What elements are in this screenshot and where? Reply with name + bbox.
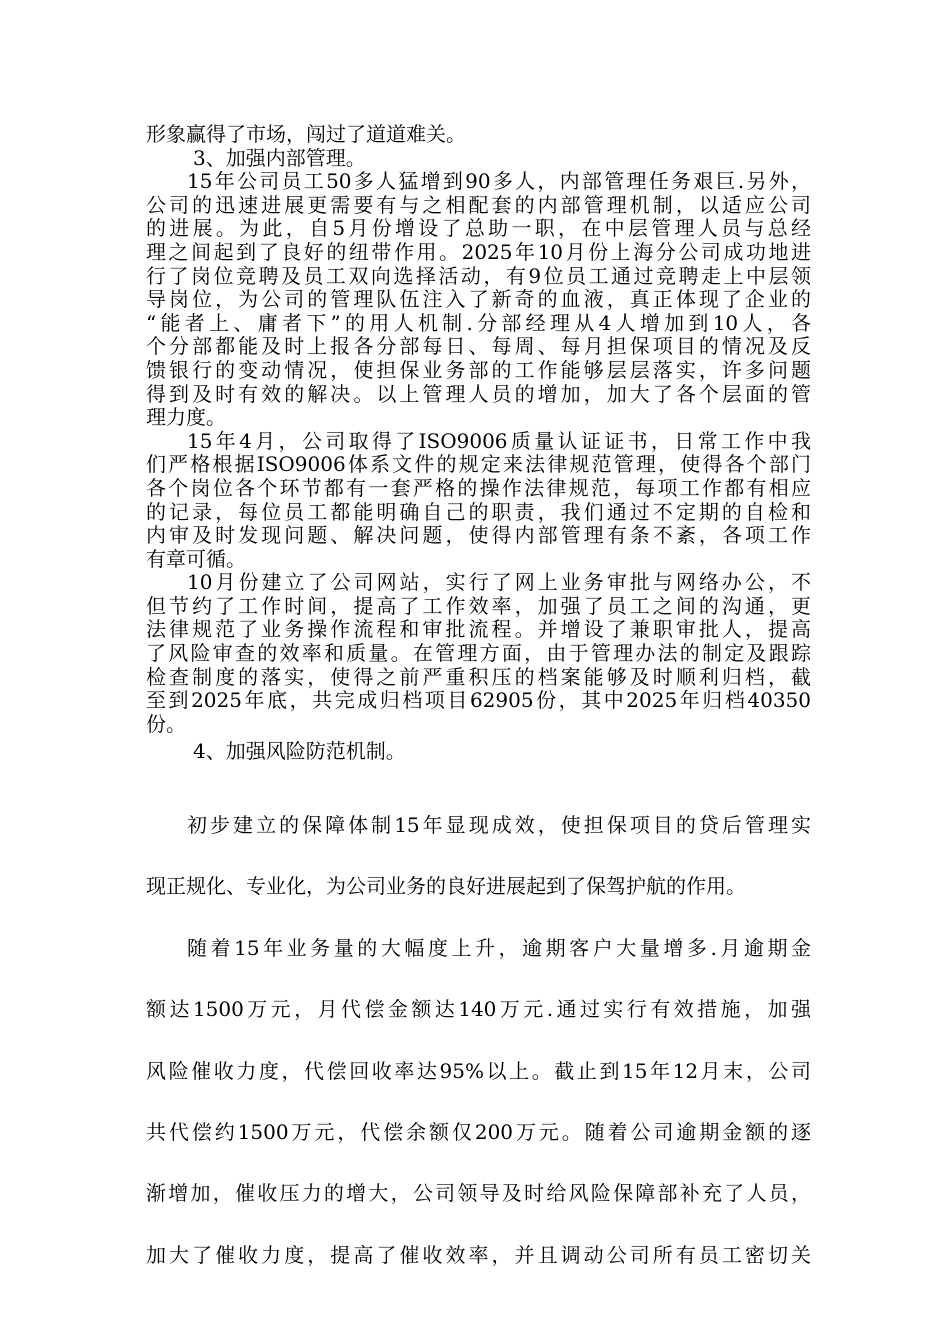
text-line: 额达1500万元，月代偿金额达140万元.通过实行有效措施，加强: [146, 997, 811, 1022]
text-line: 共代偿约1500万元，代偿余额仅200万元。随着公司逾期金额的逐: [146, 1119, 811, 1144]
section-heading: 3、加强内部管理。: [193, 145, 366, 170]
text-line: 理之间起到了良好的纽带作用。2025年10月份上海分公司成功地进: [146, 239, 811, 264]
text-line: 馈银行的变动情况，使担保业务部的工作能够层层落实，许多问题: [146, 357, 811, 382]
text-line: 公司的迅速进展更需要有与之相配套的内部管理机制，以适应公司: [146, 192, 811, 217]
text-line: 有章可循。: [146, 546, 246, 571]
text-line: 的记录，每位员工都能明确自己的职责，我们通过不定期的自检和: [146, 499, 811, 524]
text-line: 行了岗位竞聘及员工双向选择活动，有9位员工通过竞聘走上中层领: [146, 263, 811, 288]
section-heading: 4、加强风险防范机制。: [193, 739, 406, 764]
text-line: 15年4月，公司取得了ISO9006质量认证证书，日常工作中我: [187, 428, 811, 453]
text-line: 10月份建立了公司网站，实行了网上业务审批与网络办公，不: [187, 570, 811, 595]
text-line: 导岗位，为公司的管理队伍注入了新奇的血液，真正体现了企业的: [146, 287, 811, 312]
text-line: 理力度。: [146, 405, 226, 430]
text-line: “能者上、庸者下”的用人机制.分部经理从4人增加到10人，各: [146, 310, 811, 335]
text-line: 得到及时有效的解决。以上管理人员的增加，加大了各个层面的管: [146, 381, 811, 406]
text-line: 各个岗位各个环节都有一套严格的操作法律规范，每项工作都有相应: [146, 475, 811, 500]
text-line: 随着15年业务量的大幅度上升，逾期客户大量增多.月逾期金: [187, 935, 811, 960]
text-line: 渐增加，催收压力的增大，公司领导及时给风险保障部补充了人员，: [146, 1181, 811, 1206]
text-line: 内审及时发现问题、解决问题，使得内部管理有条不紊，各项工作: [146, 523, 811, 548]
text-line: 加大了催收力度，提高了催收效率，并且调动公司所有员工密切关: [146, 1242, 811, 1267]
text-line: 风险催收力度，代偿回收率达95%以上。截止到15年12月末，公司: [146, 1058, 811, 1083]
text-line: 们严格根据ISO9006体系文件的规定来法律规范管理，使得各个部门: [146, 452, 811, 477]
text-line: 个分部都能及时上报各分部每日、每周、每月担保项目的情况及反: [146, 334, 811, 359]
text-line: 了风险审查的效率和质量。在管理方面，由于管理办法的制定及跟踪: [146, 641, 811, 666]
section-3-text: [146, 123, 811, 764]
text-line: 初步建立的保障体制15年显现成效，使担保项目的贷后管理实: [187, 813, 811, 837]
text-line: 至到2025年底，共完成归档项目62905份，其中2025年归档40350: [146, 688, 811, 713]
text-line: 的进展。为此，自5月份增设了总助一职，在中层管理人员与总经: [146, 216, 811, 241]
text-line: 形象赢得了市场，闯过了道道难关。: [146, 122, 466, 146]
text-line: 15年公司员工50多人猛增到90多人，内部管理任务艰巨.另外，: [187, 169, 811, 194]
text-line: 检查制度的落实，使得之前严重积压的档案能够及时顺利归档，截: [146, 664, 811, 689]
section-4-text: [146, 795, 811, 1286]
text-line: 份。: [146, 711, 186, 736]
text-line: 法律规范了业务操作流程和审批流程。并增设了兼职审批人，提高: [146, 617, 811, 642]
text-line: 但节约了工作时间，提高了工作效率，加强了员工之间的沟通，更: [146, 593, 811, 618]
text-line: 现正规化、专业化，为公司业务的良好进展起到了保驾护航的作用。: [146, 874, 746, 899]
